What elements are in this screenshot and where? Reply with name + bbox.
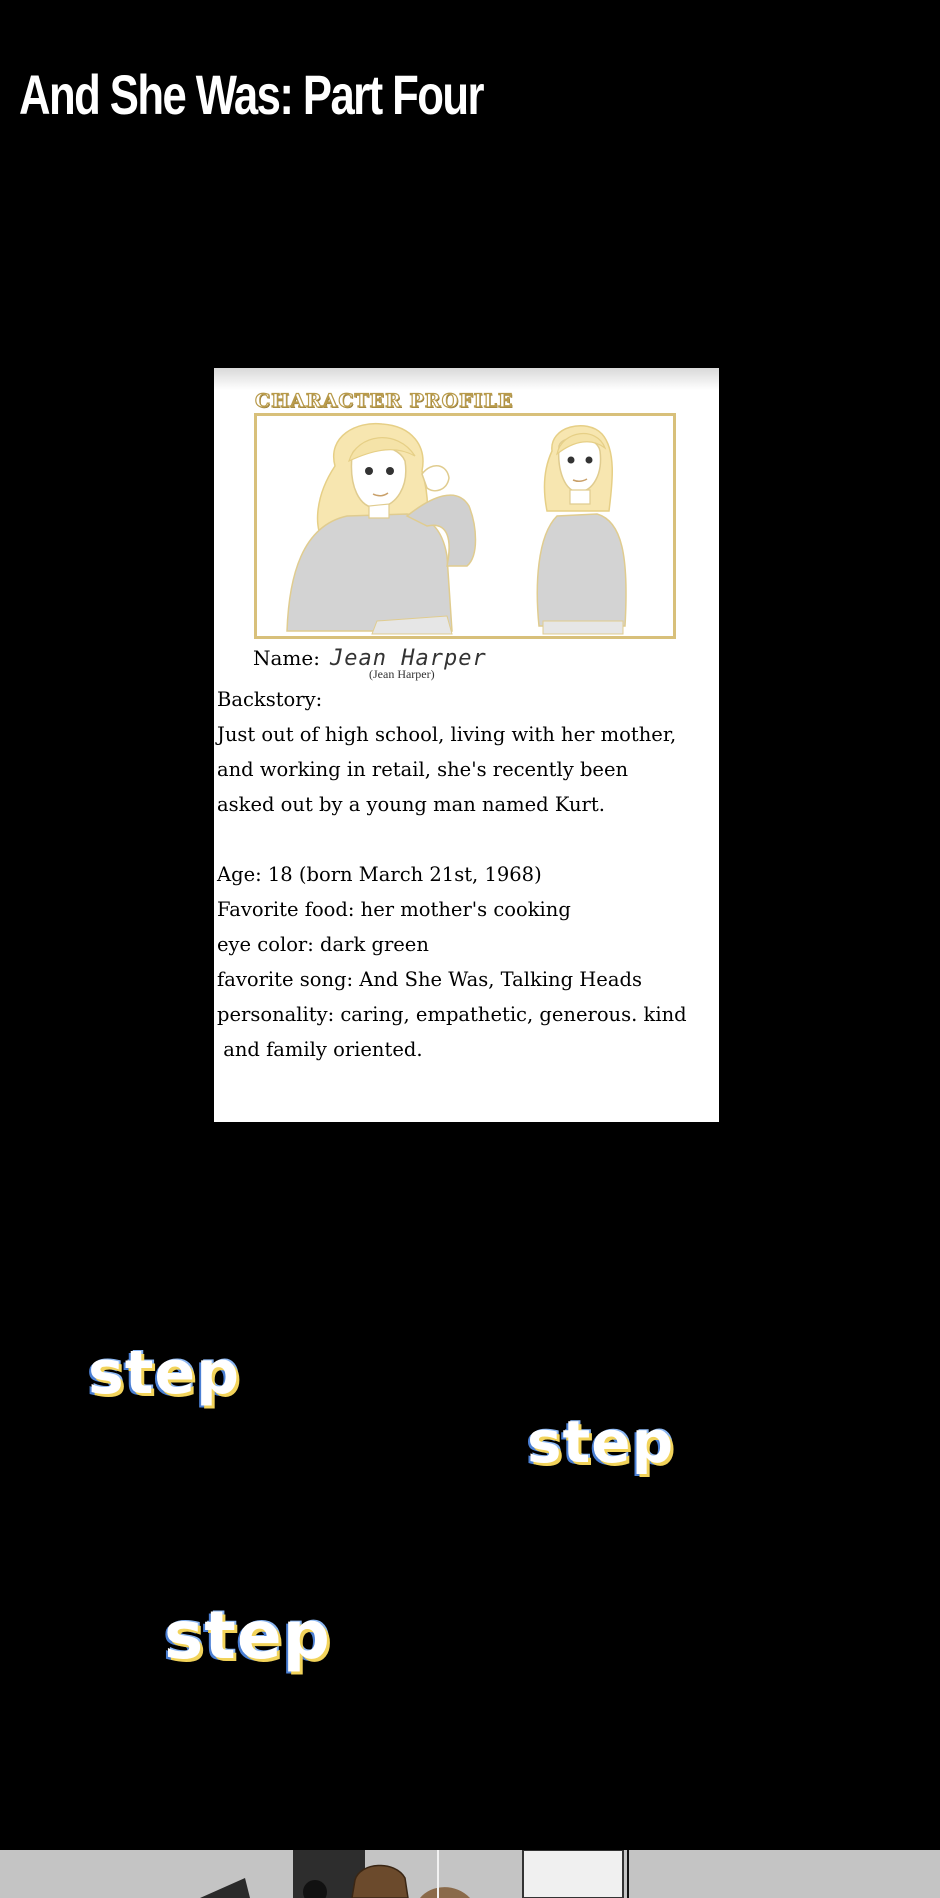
fact-song: favorite song: And She Was, Talking Heads [217,968,642,991]
spacer-line [217,822,712,857]
fact-eye-color: eye color: dark green [217,933,429,956]
backstory-label: Backstory: [217,688,323,711]
name-signature: Jean Harper [330,646,487,671]
sound-effect-step: step [527,1408,675,1476]
fact-personality-cont: and family oriented. [217,1038,423,1061]
profile-heading: CHARACTER PROFILE [255,390,514,412]
name-caption: (Jean Harper) [369,667,435,681]
portrait-frame [254,413,676,639]
fact-personality: personality: caring, empathetic, generous. kind [217,1003,687,1026]
backstory-line: and working in retail, she's recently been [217,758,629,781]
backstory-line: asked out by a young man named Kurt. [217,793,605,816]
fact-age: Age: 18 (born March 21st, 1968) [217,863,542,886]
sound-effect-step: step [88,1338,241,1408]
card-top-shadow [214,368,719,390]
backstory-line: Just out of high school, living with her mother, [217,723,677,746]
name-label: Name: [253,646,320,670]
character-portrait-illustration [257,416,673,636]
next-comic-panel [0,1850,940,1898]
fact-food: Favorite food: her mother's cooking [217,898,571,921]
profile-info [217,682,712,1067]
page-title: And She Was: Part Four [19,63,483,126]
sound-effect-step: step [164,1597,331,1674]
character-profile-card [214,368,719,1122]
next-panel-illustration [0,1850,940,1898]
